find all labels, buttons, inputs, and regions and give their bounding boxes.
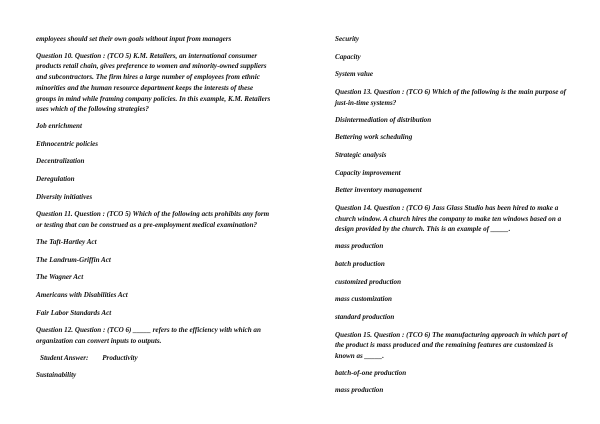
q13-option-4: Capacity improvement <box>335 168 401 177</box>
q11-option-3: The Wagner Act <box>36 273 84 282</box>
question-14: Question 14. Question : (TCO 6) Jass Glass Studio has been hired to make a church window. A church hires the company to make ten windows based on a design provided by the church. This is an example of _____. <box>335 204 562 234</box>
question-10: Question 10. Question : (TCO 5) K.M. Retailers, an international consumer products retail chain, gives preference to women and minority-owned suppliers and subcontractors. The firm hires a large number of employees from ethnic minorities and the human resource department keeps the interests of these groups in mind while framing company policies. In this example, K.M. Retailers uses which of the following strategies? <box>36 51 271 114</box>
q13-option-5: Better inventory management <box>335 186 422 195</box>
q11-option-2: The Landrum-Griffin Act <box>36 255 111 264</box>
q10-option-1: Job enrichment <box>36 121 82 130</box>
q12-option-2: Security <box>335 35 360 43</box>
right-column <box>335 34 569 403</box>
q13-option-1: Disintermediation of distribution <box>335 115 432 124</box>
q11-option-1: The Taft-Hartley Act <box>36 237 97 246</box>
q13-option-2: Bettering work scheduling <box>335 133 413 142</box>
q13-option-3: Strategic analysis <box>335 150 387 159</box>
student-answer <box>40 353 271 364</box>
q11-option-4: Americans with Disabilities Act <box>36 290 128 299</box>
question-12: Question 12. Question : (TCO 6) _____ refers to the efficiency with which an organization can convert inputs to outputs. <box>36 326 261 346</box>
q10-option-5: Diversity initiatives <box>36 192 93 201</box>
question-15: Question 15. Question : (TCO 6) The manufacturing approach in which part of the product is mass produced and the remaining features are customized is known as _____. <box>335 330 568 361</box>
q14-option-1: mass production <box>335 242 384 251</box>
q10-option-2: Ethnocentric policies <box>36 139 99 148</box>
q11-option-5: Fair Labor Standards Act <box>36 308 112 317</box>
q12-option-4: System value <box>335 70 374 79</box>
lead-text: employees should set their own goals without input from managers <box>36 35 232 43</box>
q14-option-3: customized production <box>335 277 402 286</box>
q14-option-4: mass customization <box>335 295 392 304</box>
q14-option-2: batch production <box>335 259 385 268</box>
q14-option-5: standard production <box>335 312 395 321</box>
q10-option-3: Decentralization <box>36 157 85 166</box>
left-column <box>36 34 271 388</box>
q12-option-3: Capacity <box>335 52 361 61</box>
q15-option-1: batch-of-one production <box>335 368 407 377</box>
question-13: Question 13. Question : (TCO 6) Which of the following is the main purpose of just-in-time systems? <box>335 88 567 107</box>
question-11: Question 11. Question : (TCO 5) Which of the following acts prohibits any form or testing that can be construed as a pre-employment medical examination? <box>36 210 270 230</box>
student-answer-label: Student Answer: <box>40 353 89 362</box>
q15-option-2: mass production <box>335 386 384 395</box>
student-answer-value: Productivity <box>102 353 138 362</box>
q12-option-1: Sustainability <box>36 371 77 380</box>
q10-option-4: Deregulation <box>36 175 75 184</box>
